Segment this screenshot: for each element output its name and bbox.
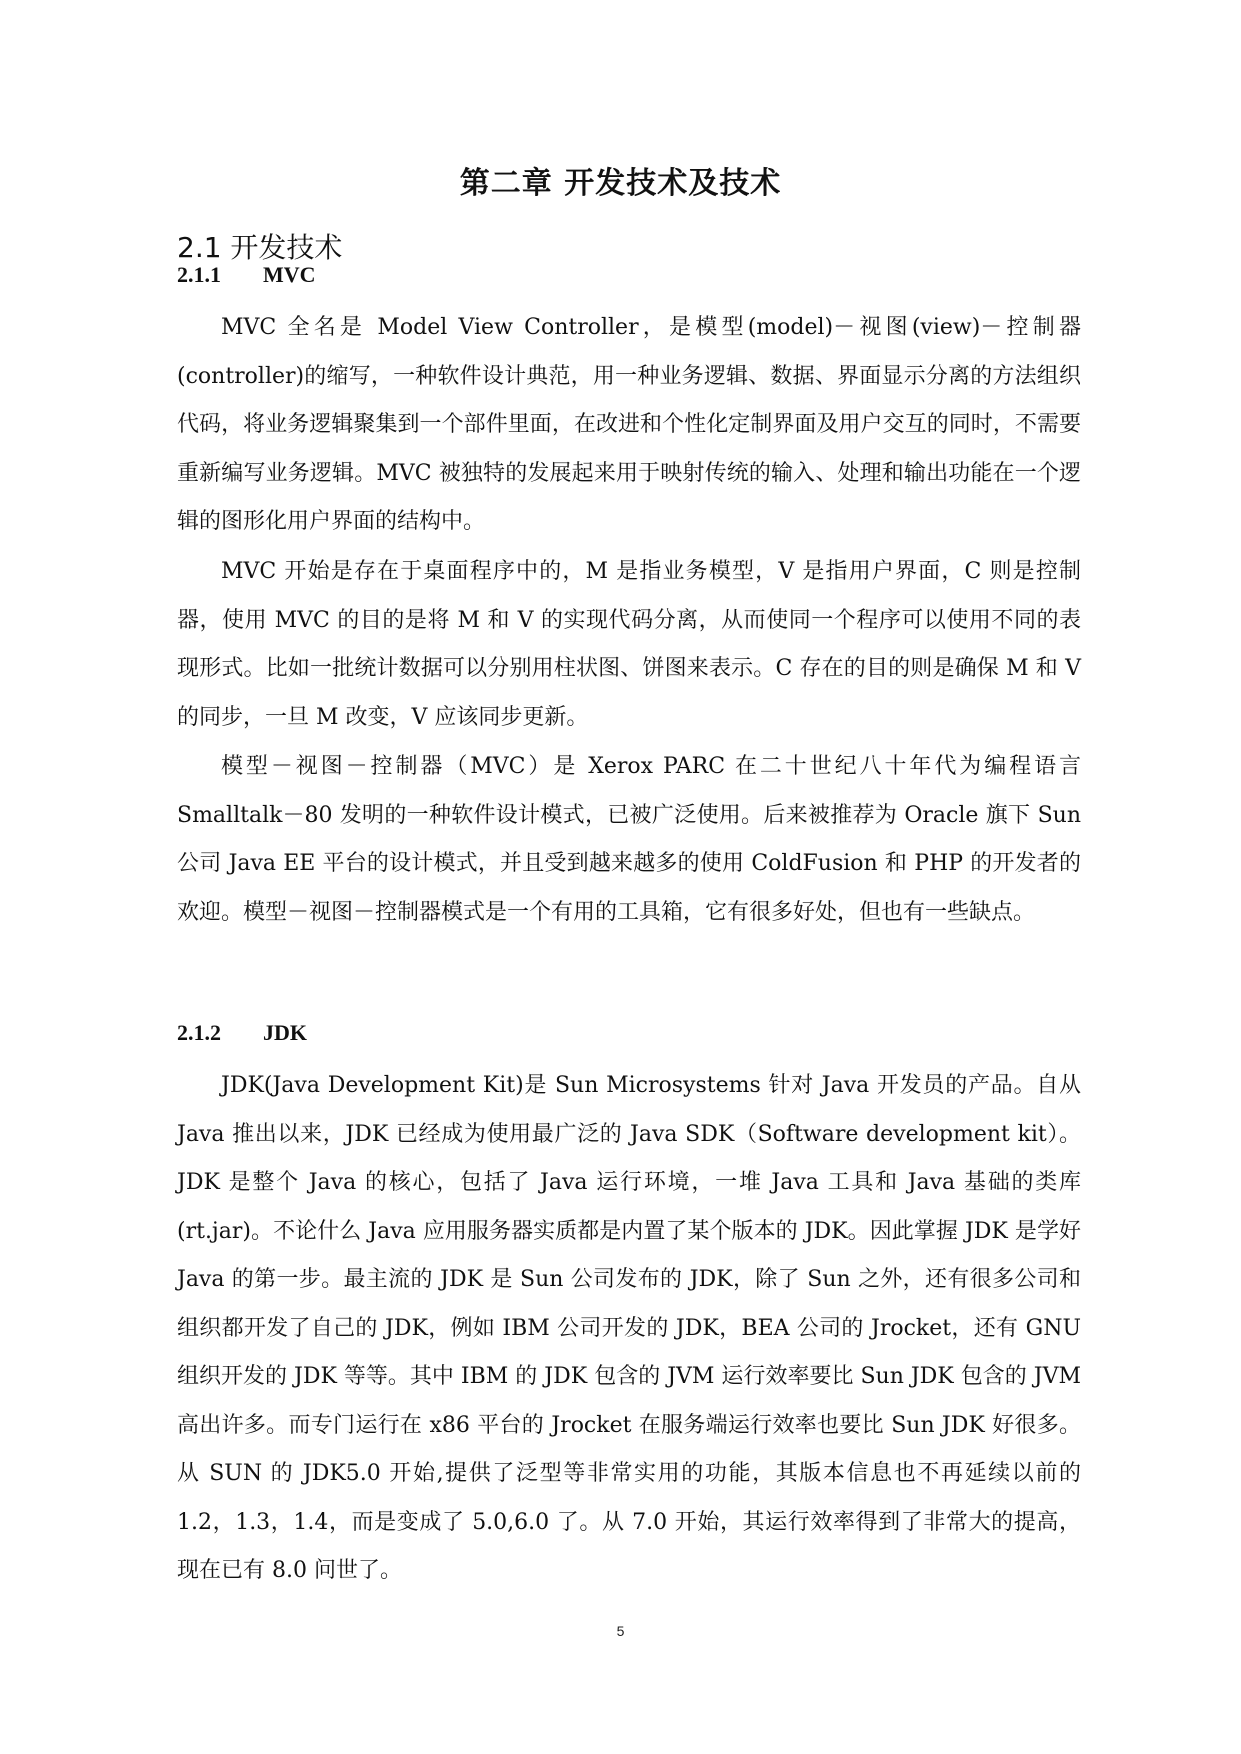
subsection-heading-jdk: [177, 1020, 307, 1046]
subsection-title: JDK: [263, 1020, 307, 1045]
subsection-title: MVC: [263, 262, 316, 287]
paragraph-mvc-definition: MVC 全名是 Model View Controller，是模型(model)－视图(view)－控制器(controller)的缩写，一种软件设计典范，用一种业务逻辑、数据、界面显示分离的方法组织代码，将业务逻辑聚集到一个部件里面，在改进和个性化定制界面及用户交互的同时，不需要重新编写业务逻辑。MVC 被独特的发展起来用于映射传统的输入、处理和输出功能在一个逻辑的图形化用户界面的结构中。: [177, 315, 1081, 534]
chapter-title: 第二章 开发技术及技术: [459, 166, 782, 201]
paragraph-jdk-overview: JDK(Java Development Kit)是 Sun Microsystems 针对 Java 开发员的产品。自从 Java 推出以来，JDK 已经成为使用最广泛的 Java SDK（Software development kit）。JDK 是整个 Java 的核心，包括了 Java 运行环境，一堆 Java 工具和 Java 基础的类库(rt.jar)。不论什么 Java 应用服务器实质都是内置了某个版本的 JDK。因此掌握 JDK 是学好 Java 的第一步。最主流的 JDK 是 Sun 公司发布的 JDK，除了 Sun 之外，还有很多公司和组织都开发了自己的 JDK，例如 IBM 公司开发的 JDK，BEA 公司的 Jrocket，还有 GNU 组织开发的 JDK 等等。其中 IBM 的 JDK 包含的 JVM 运行效率要比 Sun JDK 包含的 JVM 高出许多。而专门运行在 x86 平台的 Jrocket 在服务端运行效率也要比 Sun JDK 好很多。从 SUN 的 JDK5.0 开始,提供了泛型等非常实用的功能，其版本信息也不再延续以前的 1.2，1.3，1.4，而是变成了 5.0,6.0 了。从 7.0 开始，其运行效率得到了非常大的提高，现在已有 8.0 问世了。: [177, 1073, 1081, 1583]
subsection-number: 2.1.1: [177, 262, 221, 287]
subsection-number: 2.1.2: [177, 1020, 221, 1045]
paragraph-mvc-history: 模型－视图－控制器（MVC）是 Xerox PARC 在二十世纪八十年代为编程语言 Smalltalk－80 发明的一种软件设计模式，已被广泛使用。后来被推荐为 Oracle 旗下 Sun 公司 Java EE 平台的设计模式，并且受到越来越多的使用 ColdFusion 和 PHP 的开发者的欢迎。模型－视图－控制器模式是一个有用的工具箱，它有很多好处，但也有一些缺点。: [177, 754, 1081, 925]
section-heading: 2.1 开发技术: [177, 231, 343, 264]
paragraph-mvc-origin: MVC 开始是存在于桌面程序中的，M 是指业务模型，V 是指用户界面，C 则是控制器，使用 MVC 的目的是将 M 和 V 的实现代码分离，从而使同一个程序可以使用不同的表现形式。比如一批统计数据可以分别用柱状图、饼图来表示。C 存在的目的则是确保 M 和 V 的同步，一旦 M 改变，V 应该同步更新。: [177, 559, 1081, 730]
page-number: 5: [616, 1623, 625, 1639]
subsection-heading-mvc: [177, 262, 316, 288]
